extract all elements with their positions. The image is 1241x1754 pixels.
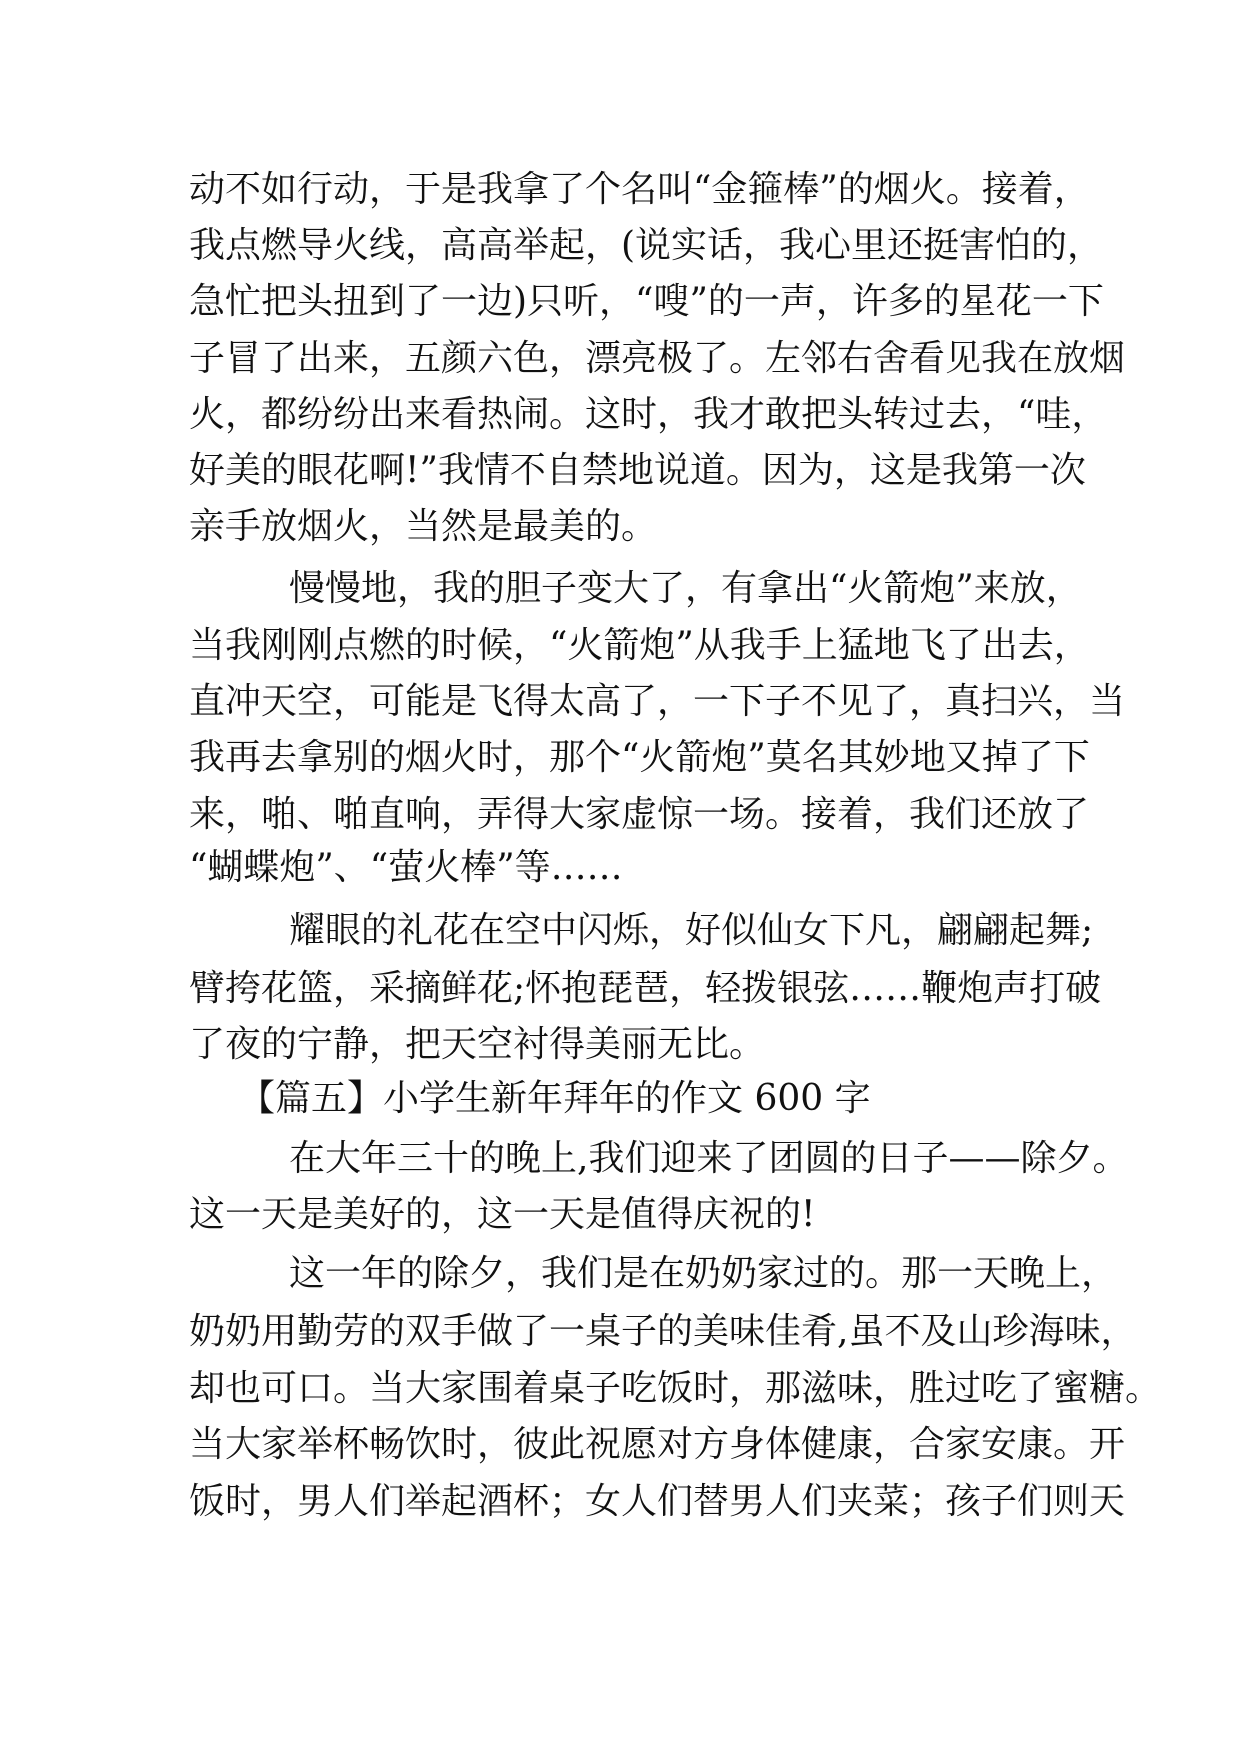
text-line: 子冒了出来，五颜六色，漂亮极了。左邻右舍看见我在放烟 xyxy=(189,338,1126,379)
text-line: 了夜的宁静，把天空衬得美丽无比。 xyxy=(189,1024,766,1065)
text-line: 却也可口。当大家围着桌子吃饭时，那滋味，胜过吃了蜜糖。 xyxy=(189,1368,1162,1409)
text-line: 奶奶用勤劳的双手做了一桌子的美味佳肴,虽不及山珍海味， xyxy=(189,1311,1137,1352)
text-line: 饭时，男人们举起酒杯；女人们替男人们夹菜；孩子们则天 xyxy=(189,1481,1126,1522)
text-line: 动不如行动，于是我拿了个名叫“金箍棒”的烟火。接着， xyxy=(189,169,1090,210)
text-line: 急忙把头扭到了一边)只听，“嗖”的一声，许多的星花一下 xyxy=(189,281,1104,322)
text-line: 当我刚刚点燃的时候，“火箭炮”从我手上猛地飞了出去， xyxy=(189,625,1090,666)
text-line: 好美的眼花啊!”我情不自禁地说道。因为，这是我第一次 xyxy=(189,450,1086,491)
paragraph-first-line: 耀眼的礼花在空中闪烁，好似仙女下凡，翩翩起舞; xyxy=(289,910,1094,951)
text-line: 来，啪、啪直响，弄得大家虚惊一场。接着，我们还放了 xyxy=(189,794,1090,835)
text-line: “蝴蝶炮”、“萤火棒”等…… xyxy=(189,847,623,888)
paragraph-first-line: 在大年三十的晚上,我们迎来了团圆的日子——除夕。 xyxy=(289,1138,1129,1179)
text-line: 臂挎花篮，采摘鲜花;怀抱琵琶，轻拨银弦……鞭炮声打破 xyxy=(189,968,1102,1009)
section-heading: 【篇五】小学生新年拜年的作文 600 字 xyxy=(239,1078,871,1119)
text-line: 当大家举杯畅饮时，彼此祝愿对方身体健康，合家安康。开 xyxy=(189,1424,1126,1465)
paragraph-first-line: 这一年的除夕，我们是在奶奶家过的。那一天晚上， xyxy=(289,1253,1118,1294)
text-line: 直冲天空，可能是飞得太高了，一下子不见了，真扫兴，当 xyxy=(189,681,1126,722)
text-line: 火，都纷纷出来看热闹。这时，我才敢把头转过去，“哇， xyxy=(189,394,1108,435)
text-line: 我再去拿别的烟火时，那个“火箭炮”莫名其妙地又掉了下 xyxy=(189,737,1090,778)
text-line: 亲手放烟火，当然是最美的。 xyxy=(189,506,658,547)
paragraph-first-line: 慢慢地，我的胆子变大了，有拿出“火箭炮”来放， xyxy=(289,568,1082,609)
text-line: 这一天是美好的，这一天是值得庆祝的! xyxy=(189,1194,816,1235)
text-line: 我点燃导火线，高高举起，(说实话，我心里还挺害怕的， xyxy=(189,225,1104,266)
